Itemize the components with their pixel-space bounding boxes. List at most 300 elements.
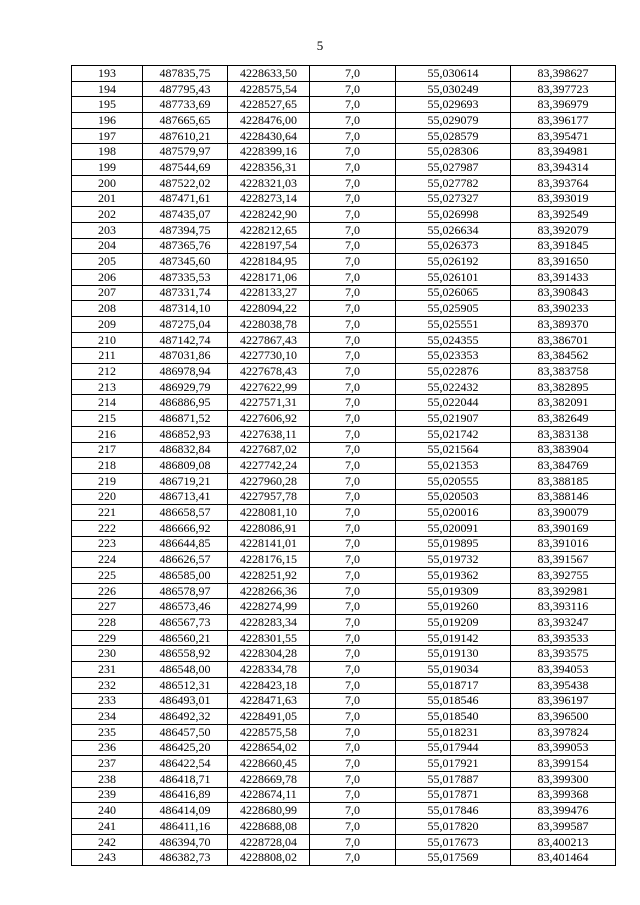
table-row [72, 615, 616, 631]
latitude-cell: 55,028306 [396, 144, 511, 160]
value-cell: 7,0 [310, 709, 396, 725]
point-number-cell: 228 [72, 615, 143, 631]
latitude-cell: 55,028579 [396, 128, 511, 144]
y-coordinate-cell: 4228423,18 [228, 677, 310, 693]
value-cell: 7,0 [310, 128, 396, 144]
y-coordinate-cell: 4227687,02 [228, 442, 310, 458]
x-coordinate-cell: 486658,57 [143, 505, 228, 521]
latitude-cell: 55,017944 [396, 740, 511, 756]
longitude-cell: 83,384562 [511, 348, 616, 364]
value-cell: 7,0 [310, 771, 396, 787]
longitude-cell: 83,392981 [511, 583, 616, 599]
latitude-cell: 55,022044 [396, 395, 511, 411]
x-coordinate-cell: 486626,57 [143, 552, 228, 568]
y-coordinate-cell: 4228575,54 [228, 81, 310, 97]
y-coordinate-cell: 4227622,99 [228, 379, 310, 395]
y-coordinate-cell: 4228669,78 [228, 771, 310, 787]
point-number-cell: 236 [72, 740, 143, 756]
point-number-cell: 232 [72, 677, 143, 693]
point-number-cell: 224 [72, 552, 143, 568]
longitude-cell: 83,394053 [511, 662, 616, 678]
longitude-cell: 83,383138 [511, 426, 616, 442]
point-number-cell: 231 [72, 662, 143, 678]
latitude-cell: 55,017921 [396, 756, 511, 772]
value-cell: 7,0 [310, 364, 396, 380]
table-row [72, 426, 616, 442]
table-row [72, 317, 616, 333]
table-row [72, 66, 616, 82]
y-coordinate-cell: 4227606,92 [228, 411, 310, 427]
table-row [72, 740, 616, 756]
latitude-cell: 55,025905 [396, 301, 511, 317]
value-cell: 7,0 [310, 348, 396, 364]
latitude-cell: 55,022432 [396, 379, 511, 395]
point-number-cell: 223 [72, 536, 143, 552]
x-coordinate-cell: 487665,65 [143, 113, 228, 129]
table-row [72, 348, 616, 364]
point-number-cell: 239 [72, 787, 143, 803]
y-coordinate-cell: 4227638,11 [228, 426, 310, 442]
y-coordinate-cell: 4228633,50 [228, 66, 310, 82]
value-cell: 7,0 [310, 552, 396, 568]
point-number-cell: 235 [72, 724, 143, 740]
point-number-cell: 238 [72, 771, 143, 787]
table-row [72, 191, 616, 207]
table-row [72, 379, 616, 395]
x-coordinate-cell: 486852,93 [143, 426, 228, 442]
value-cell: 7,0 [310, 332, 396, 348]
point-number-cell: 193 [72, 66, 143, 82]
value-cell: 7,0 [310, 379, 396, 395]
longitude-cell: 83,391845 [511, 238, 616, 254]
value-cell: 7,0 [310, 66, 396, 82]
longitude-cell: 83,399476 [511, 803, 616, 819]
y-coordinate-cell: 4228242,90 [228, 207, 310, 223]
x-coordinate-cell: 487471,61 [143, 191, 228, 207]
y-coordinate-cell: 4227730,10 [228, 348, 310, 364]
table-row [72, 207, 616, 223]
x-coordinate-cell: 486422,54 [143, 756, 228, 772]
y-coordinate-cell: 4227960,28 [228, 473, 310, 489]
y-coordinate-cell: 4227957,78 [228, 489, 310, 505]
value-cell: 7,0 [310, 144, 396, 160]
point-number-cell: 241 [72, 819, 143, 835]
table-row [72, 97, 616, 113]
longitude-cell: 83,390079 [511, 505, 616, 521]
point-number-cell: 237 [72, 756, 143, 772]
y-coordinate-cell: 4228399,16 [228, 144, 310, 160]
latitude-cell: 55,019260 [396, 599, 511, 615]
table-row [72, 693, 616, 709]
point-number-cell: 216 [72, 426, 143, 442]
value-cell: 7,0 [310, 756, 396, 772]
x-coordinate-cell: 486871,52 [143, 411, 228, 427]
table-row [72, 834, 616, 850]
table-row [72, 646, 616, 662]
longitude-cell: 83,384769 [511, 458, 616, 474]
latitude-cell: 55,024355 [396, 332, 511, 348]
table-row [72, 285, 616, 301]
latitude-cell: 55,026373 [396, 238, 511, 254]
value-cell: 7,0 [310, 473, 396, 489]
point-number-cell: 234 [72, 709, 143, 725]
point-number-cell: 196 [72, 113, 143, 129]
value-cell: 7,0 [310, 662, 396, 678]
longitude-cell: 83,392079 [511, 222, 616, 238]
x-coordinate-cell: 486382,73 [143, 850, 228, 866]
table-row [72, 709, 616, 725]
longitude-cell: 83,390233 [511, 301, 616, 317]
value-cell: 7,0 [310, 426, 396, 442]
point-number-cell: 215 [72, 411, 143, 427]
x-coordinate-cell: 487345,60 [143, 254, 228, 270]
latitude-cell: 55,018717 [396, 677, 511, 693]
longitude-cell: 83,388185 [511, 473, 616, 489]
point-number-cell: 222 [72, 520, 143, 536]
table-row [72, 850, 616, 866]
table-row [72, 128, 616, 144]
x-coordinate-cell: 487335,53 [143, 269, 228, 285]
longitude-cell: 83,399587 [511, 819, 616, 835]
table-row [72, 395, 616, 411]
x-coordinate-cell: 486573,46 [143, 599, 228, 615]
y-coordinate-cell: 4228301,55 [228, 630, 310, 646]
longitude-cell: 83,391016 [511, 536, 616, 552]
longitude-cell: 83,395438 [511, 677, 616, 693]
longitude-cell: 83,393019 [511, 191, 616, 207]
longitude-cell: 83,392549 [511, 207, 616, 223]
value-cell: 7,0 [310, 160, 396, 176]
table-row [72, 81, 616, 97]
x-coordinate-cell: 486666,92 [143, 520, 228, 536]
longitude-cell: 83,393575 [511, 646, 616, 662]
y-coordinate-cell: 4228197,54 [228, 238, 310, 254]
y-coordinate-cell: 4228680,99 [228, 803, 310, 819]
y-coordinate-cell: 4228688,08 [228, 819, 310, 835]
value-cell: 7,0 [310, 834, 396, 850]
longitude-cell: 83,399300 [511, 771, 616, 787]
value-cell: 7,0 [310, 411, 396, 427]
x-coordinate-cell: 487394,75 [143, 222, 228, 238]
x-coordinate-cell: 486719,21 [143, 473, 228, 489]
table-row [72, 222, 616, 238]
longitude-cell: 83,401464 [511, 850, 616, 866]
latitude-cell: 55,021564 [396, 442, 511, 458]
value-cell: 7,0 [310, 442, 396, 458]
table-row [72, 160, 616, 176]
latitude-cell: 55,019362 [396, 568, 511, 584]
latitude-cell: 55,017569 [396, 850, 511, 866]
longitude-cell: 83,383904 [511, 442, 616, 458]
longitude-cell: 83,396197 [511, 693, 616, 709]
longitude-cell: 83,390843 [511, 285, 616, 301]
point-number-cell: 227 [72, 599, 143, 615]
y-coordinate-cell: 4228141,01 [228, 536, 310, 552]
latitude-cell: 55,026998 [396, 207, 511, 223]
table-row [72, 175, 616, 191]
table-row [72, 803, 616, 819]
latitude-cell: 55,019732 [396, 552, 511, 568]
latitude-cell: 55,019142 [396, 630, 511, 646]
value-cell: 7,0 [310, 646, 396, 662]
latitude-cell: 55,020503 [396, 489, 511, 505]
table-row [72, 489, 616, 505]
latitude-cell: 55,021353 [396, 458, 511, 474]
value-cell: 7,0 [310, 489, 396, 505]
table-row [72, 724, 616, 740]
y-coordinate-cell: 4228654,02 [228, 740, 310, 756]
point-number-cell: 208 [72, 301, 143, 317]
x-coordinate-cell: 486425,20 [143, 740, 228, 756]
table-row [72, 630, 616, 646]
value-cell: 7,0 [310, 254, 396, 270]
x-coordinate-cell: 486394,70 [143, 834, 228, 850]
y-coordinate-cell: 4228527,65 [228, 97, 310, 113]
latitude-cell: 55,019309 [396, 583, 511, 599]
point-number-cell: 194 [72, 81, 143, 97]
longitude-cell: 83,396177 [511, 113, 616, 129]
x-coordinate-cell: 486929,79 [143, 379, 228, 395]
latitude-cell: 55,022876 [396, 364, 511, 380]
point-number-cell: 199 [72, 160, 143, 176]
table-row [72, 505, 616, 521]
longitude-cell: 83,393116 [511, 599, 616, 615]
value-cell: 7,0 [310, 630, 396, 646]
x-coordinate-cell: 487522,02 [143, 175, 228, 191]
y-coordinate-cell: 4228081,10 [228, 505, 310, 521]
latitude-cell: 55,019209 [396, 615, 511, 631]
x-coordinate-cell: 487435,07 [143, 207, 228, 223]
y-coordinate-cell: 4228184,95 [228, 254, 310, 270]
point-number-cell: 214 [72, 395, 143, 411]
y-coordinate-cell: 4227867,43 [228, 332, 310, 348]
table-row [72, 411, 616, 427]
y-coordinate-cell: 4227678,43 [228, 364, 310, 380]
value-cell: 7,0 [310, 693, 396, 709]
x-coordinate-cell: 487275,04 [143, 317, 228, 333]
longitude-cell: 83,393533 [511, 630, 616, 646]
y-coordinate-cell: 4228094,22 [228, 301, 310, 317]
x-coordinate-cell: 486493,01 [143, 693, 228, 709]
point-number-cell: 197 [72, 128, 143, 144]
longitude-cell: 83,394981 [511, 144, 616, 160]
latitude-cell: 55,023353 [396, 348, 511, 364]
point-number-cell: 204 [72, 238, 143, 254]
point-number-cell: 213 [72, 379, 143, 395]
longitude-cell: 83,391567 [511, 552, 616, 568]
table-row [72, 144, 616, 160]
latitude-cell: 55,017871 [396, 787, 511, 803]
table-row [72, 756, 616, 772]
table-row [72, 269, 616, 285]
latitude-cell: 55,026634 [396, 222, 511, 238]
longitude-cell: 83,397723 [511, 81, 616, 97]
value-cell: 7,0 [310, 677, 396, 693]
latitude-cell: 55,029079 [396, 113, 511, 129]
value-cell: 7,0 [310, 207, 396, 223]
point-number-cell: 233 [72, 693, 143, 709]
longitude-cell: 83,400213 [511, 834, 616, 850]
longitude-cell: 83,394314 [511, 160, 616, 176]
value-cell: 7,0 [310, 285, 396, 301]
longitude-cell: 83,383758 [511, 364, 616, 380]
latitude-cell: 55,030249 [396, 81, 511, 97]
coordinates-table [71, 65, 616, 866]
latitude-cell: 55,020555 [396, 473, 511, 489]
latitude-cell: 55,017820 [396, 819, 511, 835]
y-coordinate-cell: 4227571,31 [228, 395, 310, 411]
value-cell: 7,0 [310, 505, 396, 521]
x-coordinate-cell: 487733,69 [143, 97, 228, 113]
point-number-cell: 226 [72, 583, 143, 599]
x-coordinate-cell: 486416,89 [143, 787, 228, 803]
latitude-cell: 55,030614 [396, 66, 511, 82]
table-row [72, 458, 616, 474]
point-number-cell: 209 [72, 317, 143, 333]
latitude-cell: 55,027327 [396, 191, 511, 207]
value-cell: 7,0 [310, 81, 396, 97]
x-coordinate-cell: 486558,92 [143, 646, 228, 662]
latitude-cell: 55,027782 [396, 175, 511, 191]
latitude-cell: 55,021742 [396, 426, 511, 442]
table-row [72, 677, 616, 693]
point-number-cell: 206 [72, 269, 143, 285]
x-coordinate-cell: 486548,00 [143, 662, 228, 678]
point-number-cell: 218 [72, 458, 143, 474]
table-row [72, 364, 616, 380]
point-number-cell: 198 [72, 144, 143, 160]
y-coordinate-cell: 4228808,02 [228, 850, 310, 866]
latitude-cell: 55,025551 [396, 317, 511, 333]
y-coordinate-cell: 4228430,64 [228, 128, 310, 144]
table-row [72, 332, 616, 348]
page-number: 5 [316, 38, 324, 53]
point-number-cell: 210 [72, 332, 143, 348]
y-coordinate-cell: 4228283,34 [228, 615, 310, 631]
longitude-cell: 83,386701 [511, 332, 616, 348]
x-coordinate-cell: 486414,09 [143, 803, 228, 819]
latitude-cell: 55,019130 [396, 646, 511, 662]
latitude-cell: 55,026192 [396, 254, 511, 270]
value-cell: 7,0 [310, 175, 396, 191]
point-number-cell: 202 [72, 207, 143, 223]
y-coordinate-cell: 4227742,24 [228, 458, 310, 474]
point-number-cell: 201 [72, 191, 143, 207]
y-coordinate-cell: 4228212,65 [228, 222, 310, 238]
point-number-cell: 211 [72, 348, 143, 364]
y-coordinate-cell: 4228251,92 [228, 568, 310, 584]
value-cell: 7,0 [310, 191, 396, 207]
latitude-cell: 55,026101 [396, 269, 511, 285]
latitude-cell: 55,017846 [396, 803, 511, 819]
value-cell: 7,0 [310, 238, 396, 254]
value-cell: 7,0 [310, 787, 396, 803]
longitude-cell: 83,391433 [511, 269, 616, 285]
point-number-cell: 242 [72, 834, 143, 850]
value-cell: 7,0 [310, 615, 396, 631]
value-cell: 7,0 [310, 568, 396, 584]
y-coordinate-cell: 4228321,03 [228, 175, 310, 191]
longitude-cell: 83,382649 [511, 411, 616, 427]
point-number-cell: 195 [72, 97, 143, 113]
point-number-cell: 200 [72, 175, 143, 191]
x-coordinate-cell: 486886,95 [143, 395, 228, 411]
point-number-cell: 205 [72, 254, 143, 270]
latitude-cell: 55,020091 [396, 520, 511, 536]
longitude-cell: 83,399154 [511, 756, 616, 772]
table-row [72, 473, 616, 489]
point-number-cell: 221 [72, 505, 143, 521]
longitude-cell: 83,389370 [511, 317, 616, 333]
table-row [72, 536, 616, 552]
y-coordinate-cell: 4228273,14 [228, 191, 310, 207]
table-row [72, 254, 616, 270]
x-coordinate-cell: 487579,97 [143, 144, 228, 160]
table-row [72, 599, 616, 615]
point-number-cell: 240 [72, 803, 143, 819]
x-coordinate-cell: 487142,74 [143, 332, 228, 348]
x-coordinate-cell: 486411,16 [143, 819, 228, 835]
table-row [72, 113, 616, 129]
y-coordinate-cell: 4228728,04 [228, 834, 310, 850]
x-coordinate-cell: 486578,97 [143, 583, 228, 599]
y-coordinate-cell: 4228674,11 [228, 787, 310, 803]
value-cell: 7,0 [310, 803, 396, 819]
longitude-cell: 83,393247 [511, 615, 616, 631]
x-coordinate-cell: 486585,00 [143, 568, 228, 584]
y-coordinate-cell: 4228171,06 [228, 269, 310, 285]
table-row [72, 583, 616, 599]
x-coordinate-cell: 487031,86 [143, 348, 228, 364]
point-number-cell: 229 [72, 630, 143, 646]
table-row [72, 520, 616, 536]
latitude-cell: 55,018546 [396, 693, 511, 709]
x-coordinate-cell: 486457,50 [143, 724, 228, 740]
x-coordinate-cell: 487544,69 [143, 160, 228, 176]
point-number-cell: 230 [72, 646, 143, 662]
y-coordinate-cell: 4228133,27 [228, 285, 310, 301]
point-number-cell: 207 [72, 285, 143, 301]
table-row [72, 301, 616, 317]
x-coordinate-cell: 487331,74 [143, 285, 228, 301]
value-cell: 7,0 [310, 317, 396, 333]
longitude-cell: 83,382091 [511, 395, 616, 411]
value-cell: 7,0 [310, 458, 396, 474]
latitude-cell: 55,026065 [396, 285, 511, 301]
longitude-cell: 83,396979 [511, 97, 616, 113]
longitude-cell: 83,395471 [511, 128, 616, 144]
latitude-cell: 55,027987 [396, 160, 511, 176]
value-cell: 7,0 [310, 301, 396, 317]
table-row [72, 552, 616, 568]
y-coordinate-cell: 4228471,63 [228, 693, 310, 709]
x-coordinate-cell: 486644,85 [143, 536, 228, 552]
value-cell: 7,0 [310, 740, 396, 756]
table-row [72, 787, 616, 803]
x-coordinate-cell: 487314,10 [143, 301, 228, 317]
value-cell: 7,0 [310, 819, 396, 835]
x-coordinate-cell: 487835,75 [143, 66, 228, 82]
y-coordinate-cell: 4228575,58 [228, 724, 310, 740]
latitude-cell: 55,018231 [396, 724, 511, 740]
longitude-cell: 83,399053 [511, 740, 616, 756]
value-cell: 7,0 [310, 395, 396, 411]
latitude-cell: 55,021907 [396, 411, 511, 427]
latitude-cell: 55,018540 [396, 709, 511, 725]
value-cell: 7,0 [310, 724, 396, 740]
latitude-cell: 55,017887 [396, 771, 511, 787]
point-number-cell: 217 [72, 442, 143, 458]
